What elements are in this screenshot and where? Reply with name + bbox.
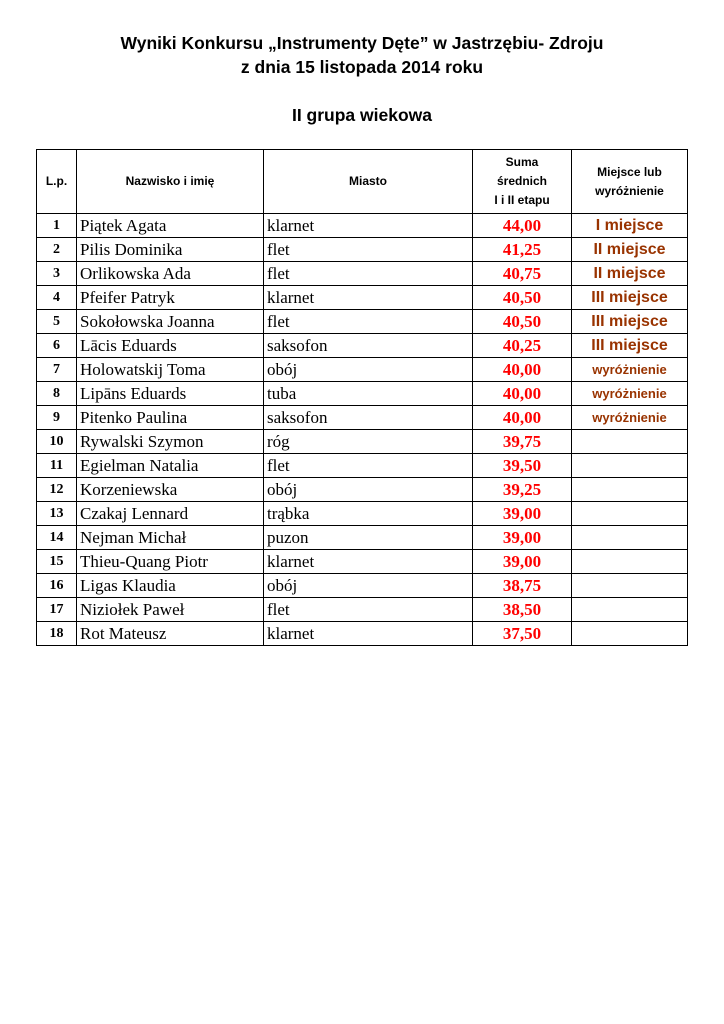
header-score-line1: Suma	[505, 155, 539, 169]
row-lp: 6	[37, 334, 77, 358]
row-place	[572, 478, 688, 502]
row-lp: 17	[37, 598, 77, 622]
row-place	[572, 574, 688, 598]
row-score: 38,50	[473, 598, 572, 622]
table-row	[37, 526, 688, 550]
row-name: Czakaj Lennard	[77, 502, 264, 526]
table-row	[37, 214, 688, 238]
row-score: 40,75	[473, 262, 572, 286]
row-score: 39,25	[473, 478, 572, 502]
row-instrument: klarnet	[264, 622, 473, 646]
row-instrument: obój	[264, 478, 473, 502]
row-name: Orlikowska Ada	[77, 262, 264, 286]
table-row	[37, 598, 688, 622]
row-lp: 12	[37, 478, 77, 502]
row-score: 38,75	[473, 574, 572, 598]
row-score: 40,25	[473, 334, 572, 358]
row-instrument: trąbka	[264, 502, 473, 526]
row-lp: 3	[37, 262, 77, 286]
header-score-line3: I i II etapu	[494, 193, 550, 207]
table-row	[37, 382, 688, 406]
row-place: II miejsce	[572, 262, 688, 286]
row-lp: 16	[37, 574, 77, 598]
row-name: Ligas Klaudia	[77, 574, 264, 598]
age-group-heading: II grupa wiekowa	[291, 105, 433, 125]
row-score: 41,25	[473, 238, 572, 262]
row-instrument: tuba	[264, 382, 473, 406]
row-instrument: flet	[264, 238, 473, 262]
row-score: 40,00	[473, 382, 572, 406]
page-subtitle-date: z dnia 15 listopada 2014 roku	[240, 57, 484, 77]
row-score: 39,00	[473, 502, 572, 526]
row-score: 39,00	[473, 550, 572, 574]
table-row	[37, 502, 688, 526]
row-name: Niziołek Paweł	[77, 598, 264, 622]
table-row	[37, 286, 688, 310]
row-place	[572, 430, 688, 454]
row-score: 40,00	[473, 358, 572, 382]
row-place: I miejsce	[572, 214, 688, 238]
table-row	[37, 310, 688, 334]
row-lp: 5	[37, 310, 77, 334]
row-score: 40,00	[473, 406, 572, 430]
row-lp: 2	[37, 238, 77, 262]
row-lp: 7	[37, 358, 77, 382]
table-row	[37, 622, 688, 646]
row-place	[572, 598, 688, 622]
row-name: Lācis Eduards	[77, 334, 264, 358]
row-name: Nejman Michał	[77, 526, 264, 550]
row-name: Pitenko Paulina	[77, 406, 264, 430]
row-score: 39,75	[473, 430, 572, 454]
header-name: Nazwisko i imię	[77, 150, 264, 214]
header-score	[473, 150, 572, 214]
page-title: Wyniki Konkursu „Instrumenty Dęte” w Jastrzębiu- Zdroju	[120, 33, 604, 53]
row-lp: 13	[37, 502, 77, 526]
row-instrument: flet	[264, 598, 473, 622]
row-name: Sokołowska Joanna	[77, 310, 264, 334]
row-lp: 9	[37, 406, 77, 430]
row-instrument: obój	[264, 358, 473, 382]
row-lp: 10	[37, 430, 77, 454]
row-lp: 8	[37, 382, 77, 406]
header-city: Miasto	[264, 150, 473, 214]
table-row	[37, 262, 688, 286]
table-row	[37, 550, 688, 574]
row-lp: 14	[37, 526, 77, 550]
row-score: 40,50	[473, 286, 572, 310]
row-name: Rot Mateusz	[77, 622, 264, 646]
row-instrument: flet	[264, 454, 473, 478]
row-name: Pilis Dominika	[77, 238, 264, 262]
table-row	[37, 574, 688, 598]
row-name: Korzeniewska	[77, 478, 264, 502]
row-place: wyróżnienie	[572, 382, 688, 406]
row-name: Rywalski Szymon	[77, 430, 264, 454]
row-instrument: flet	[264, 310, 473, 334]
table-row	[37, 406, 688, 430]
row-instrument: klarnet	[264, 286, 473, 310]
row-place: III miejsce	[572, 334, 688, 358]
row-name: Piątek Agata	[77, 214, 264, 238]
row-name: Egielman Natalia	[77, 454, 264, 478]
table-row	[37, 430, 688, 454]
row-lp: 1	[37, 214, 77, 238]
row-name: Lipāns Eduards	[77, 382, 264, 406]
row-lp: 18	[37, 622, 77, 646]
row-score: 37,50	[473, 622, 572, 646]
row-place: III miejsce	[572, 310, 688, 334]
header-lp: L.p.	[37, 150, 77, 214]
row-score: 39,50	[473, 454, 572, 478]
row-place	[572, 622, 688, 646]
row-place: III miejsce	[572, 286, 688, 310]
row-place	[572, 526, 688, 550]
row-instrument: puzon	[264, 526, 473, 550]
row-instrument: obój	[264, 574, 473, 598]
row-place: wyróżnienie	[572, 406, 688, 430]
header-place-line2: wyróżnienie	[595, 183, 664, 198]
table-row	[37, 334, 688, 358]
row-name: Pfeifer Patryk	[77, 286, 264, 310]
table-row	[37, 478, 688, 502]
table-row	[37, 358, 688, 382]
row-place	[572, 502, 688, 526]
row-instrument: saksofon	[264, 334, 473, 358]
row-score: 39,00	[473, 526, 572, 550]
row-lp: 11	[37, 454, 77, 478]
row-lp: 4	[37, 286, 77, 310]
table-row	[37, 454, 688, 478]
row-name: Holowatskij Toma	[77, 358, 264, 382]
row-place	[572, 454, 688, 478]
row-instrument: klarnet	[264, 550, 473, 574]
table-row	[37, 238, 688, 262]
row-instrument: róg	[264, 430, 473, 454]
row-instrument: flet	[264, 262, 473, 286]
row-name: Thieu-Quang Piotr	[77, 550, 264, 574]
header-score-line2: średnich	[496, 174, 547, 188]
table-header-row	[37, 150, 688, 214]
results-table	[36, 149, 688, 646]
row-lp: 15	[37, 550, 77, 574]
row-instrument: saksofon	[264, 406, 473, 430]
row-place: wyróżnienie	[572, 358, 688, 382]
row-instrument: klarnet	[264, 214, 473, 238]
header-place-line1: Miejsce lub	[597, 164, 662, 179]
header-place	[572, 150, 688, 214]
row-score: 44,00	[473, 214, 572, 238]
row-score: 40,50	[473, 310, 572, 334]
row-place	[572, 550, 688, 574]
row-place: II miejsce	[572, 238, 688, 262]
